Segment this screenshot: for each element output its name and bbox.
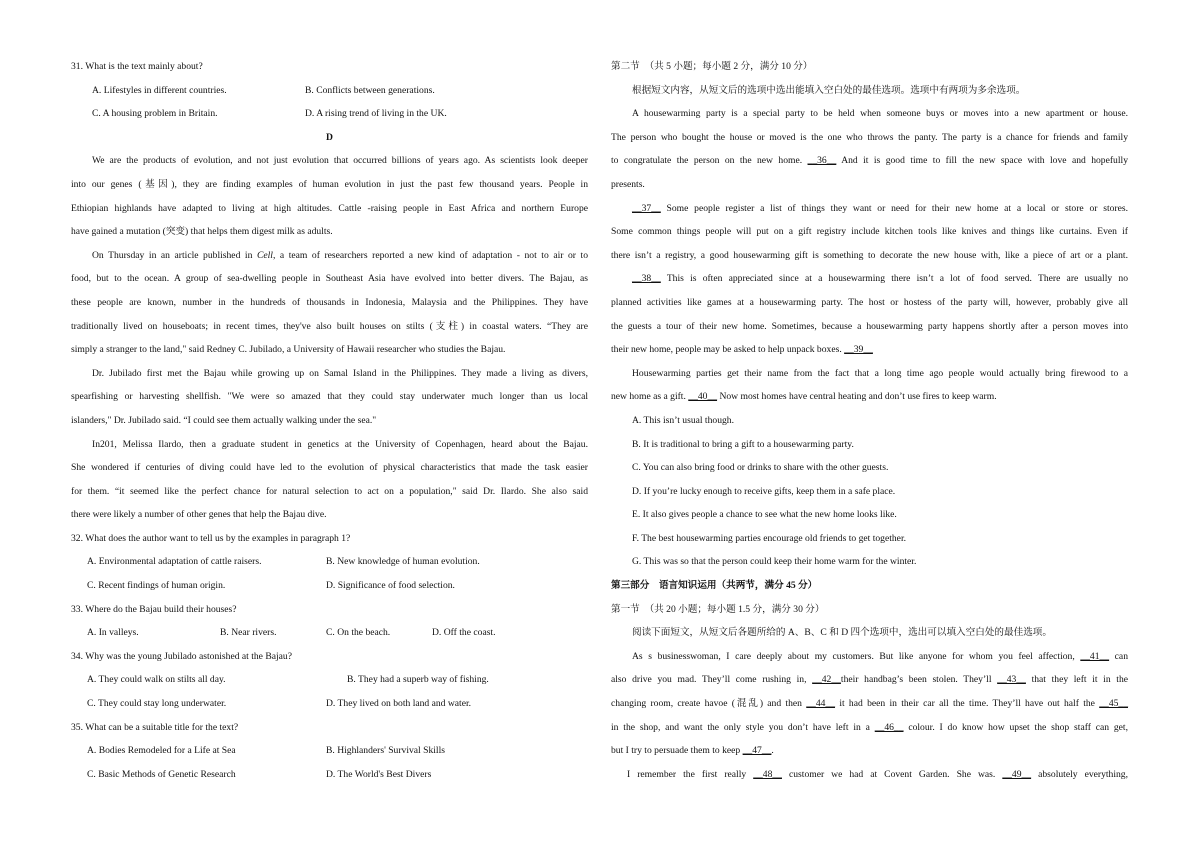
q31-option-c: C. A housing problem in Britain. bbox=[92, 108, 218, 120]
passage-d-p4-line: for them. “it seemed like the perfect chance for natural selection to act on a population," said Dr. Ilardo. She also said bbox=[71, 485, 588, 497]
question-31-options-row2 bbox=[71, 107, 588, 131]
text: And it is good time to fill the new space with love and hopefully bbox=[836, 155, 1128, 167]
text: As s businesswoman, I care deeply about my customers. But like anyone for whom you feel affection, bbox=[632, 650, 1081, 662]
question-32-options-row2 bbox=[71, 579, 588, 603]
blank-48[interactable]: __48__ bbox=[753, 768, 782, 780]
housewarming-p3-line bbox=[611, 272, 1128, 296]
section1-instructions: 阅读下面短文，从短文后各题所给的 A、B、C 和 D 四个选项中，选出可以填入空白处的最佳选项。 bbox=[632, 627, 1052, 639]
question-35-stem: 35. What can be a suitable title for the text? bbox=[71, 721, 239, 733]
blank-46[interactable]: __46__ bbox=[874, 721, 904, 733]
q31-option-a: A. Lifestyles in different countries. bbox=[92, 84, 227, 96]
passage-d-p3-line: spearfishing or harvesting shellfish. "We were so amazed that they could stay underwater much longer than us local bbox=[71, 391, 588, 403]
question-33-options bbox=[71, 626, 588, 650]
passage-d-p3-line: islanders," Dr. Jubilado said. “I could see them actually walking under the sea." bbox=[71, 414, 377, 426]
text: new home as a gift. bbox=[611, 391, 689, 403]
q32-option-c: C. Recent findings of human origin. bbox=[87, 580, 226, 592]
blank-47[interactable]: __47__ bbox=[742, 745, 772, 757]
text: in the shop, and want the only style you don’t have left in a bbox=[611, 721, 875, 733]
left-column bbox=[71, 60, 588, 791]
passage-d-p2-line: these people are known, number in the hundreds of thousands in Indonesia, Malaysia and the Philippines. They have bbox=[71, 296, 588, 308]
text: changing room, create havoe (混乱) and then bbox=[611, 698, 807, 710]
p2-text-a: On Thursday in an article published in bbox=[92, 249, 257, 261]
housewarming-p2-line: there isn’t a registry, a good housewarming gift is something to decorate the new house with, like a piece of art or a plant. bbox=[611, 249, 1128, 261]
q35-option-c: C. Basic Methods of Genetic Research bbox=[87, 768, 236, 780]
q35-option-b: B. Highlanders' Survival Skills bbox=[326, 745, 445, 757]
q31-option-d: D. A rising trend of living in the UK. bbox=[305, 108, 447, 120]
question-31-options-row1 bbox=[71, 84, 588, 108]
answer-option-a: A. This isn’t usual though. bbox=[632, 414, 734, 426]
q35-option-d: D. The World's Best Divers bbox=[326, 768, 432, 780]
blank-43[interactable]: __43__ bbox=[997, 674, 1026, 686]
q35-option-a: A. Bodies Remodeled for a Life at Sea bbox=[87, 745, 236, 757]
housewarming-p3-line: the guests a tour of their new home. Sometimes, because a housewarming party happens shortly after a person moves into bbox=[611, 320, 1128, 332]
q33-option-a: A. In valleys. bbox=[87, 627, 139, 639]
text: absolutely everything, bbox=[1031, 768, 1128, 780]
blank-36[interactable]: __36__ bbox=[807, 155, 837, 167]
q34-option-a: A. They could walk on stilts all day. bbox=[87, 674, 226, 686]
blank-41[interactable]: __41__ bbox=[1080, 650, 1110, 662]
blank-49[interactable]: __49__ bbox=[1002, 768, 1032, 780]
housewarming-p3-line bbox=[611, 343, 1128, 367]
answer-option-b: B. It is traditional to bring a gift to a housewarming party. bbox=[632, 438, 854, 450]
housewarming-p1-line: The person who bought the house or moved is the one who throws the panty. The party is a chance for friends and family bbox=[611, 131, 1128, 143]
blank-42[interactable]: __42__ bbox=[812, 674, 841, 686]
q33-option-c: C. On the beach. bbox=[326, 627, 391, 639]
housewarming-p4-line bbox=[611, 390, 1128, 414]
question-32-options-row1 bbox=[71, 555, 588, 579]
blank-38[interactable]: __38__ bbox=[632, 273, 661, 285]
text: I remember the first really bbox=[627, 768, 754, 780]
text: Now most homes have central heating and don’t use fires to keep warm. bbox=[717, 391, 997, 403]
question-34-stem: 34. Why was the young Jubilado astonished at the Bajau? bbox=[71, 650, 292, 662]
text: to congratulate the person on the new home. bbox=[611, 155, 808, 167]
question-33-stem: 33. Where do the Bajau build their houses? bbox=[71, 603, 237, 615]
text: colour. I do know how upset the shop staff can get, bbox=[903, 721, 1128, 733]
text: can bbox=[1109, 650, 1128, 662]
answer-option-d: D. If you’re lucky enough to receive gifts, keep them in a safe place. bbox=[632, 485, 896, 497]
blank-45[interactable]: __45__ bbox=[1099, 698, 1128, 710]
passage-d-p4-line: there were likely a number of other genes that help the Bajau dive. bbox=[71, 509, 327, 521]
q33-option-b: B. Near rivers. bbox=[220, 627, 277, 639]
passage-d-title: D bbox=[326, 131, 333, 143]
blank-37[interactable]: __37__ bbox=[632, 202, 661, 214]
passage-d-p2-line bbox=[71, 249, 588, 273]
section2-instructions: 根据短文内容，从短文后的选项中选出能填入空白处的最佳选项。选项中有两项为多余选项。 bbox=[632, 84, 1026, 96]
passage-d-p3-line: Dr. Jubilado first met the Bajau while growing up on Samal Island in the Philippines. They made a living as divers, bbox=[92, 367, 588, 379]
question-35-options-row2 bbox=[71, 768, 588, 792]
passage-d-p4-line: In201, Melissa Ilardo, then a graduate student in genetics at the University of Copenhagen, heard about the Bajau. bbox=[92, 438, 588, 450]
text: customer we had at Covent Garden. She was. bbox=[781, 768, 1003, 780]
text: it had been in their car all the time. They’ll have out half the bbox=[835, 698, 1100, 710]
answer-option-f: F. The best housewarming parties encourage old friends to get together. bbox=[632, 532, 907, 544]
cloze-line bbox=[611, 673, 1128, 697]
passage-d-p2-line: food, but to the ocean. A group of sea-dwelling people in Southeast Asia have evolved into better divers. The Bajau, as bbox=[71, 273, 588, 285]
text: also drive you mad. They’ll come rushing in, bbox=[611, 674, 813, 686]
p2-text-b: , a team of researchers reported a new kind of adaptation - not to air or to bbox=[272, 249, 589, 261]
text: but I try to persuade them to keep bbox=[611, 745, 743, 757]
housewarming-p2-line: Some common things people will put on a gift registry include kitchen tools like knives and things like curtains. Even if bbox=[611, 226, 1128, 238]
passage-d-p1-line: Ethiopian highlands have adapted to living at high altitudes. Cattle -raising people in East Africa and northern Europe bbox=[71, 202, 588, 214]
text: that they left it in the bbox=[1025, 674, 1129, 686]
question-32-stem: 32. What does the author want to tell us by the examples in paragraph 1? bbox=[71, 532, 351, 544]
text: their new home, people may be asked to help unpack boxes. bbox=[611, 344, 845, 356]
cloze-line bbox=[611, 744, 1128, 768]
answer-option-e: E. It also gives people a chance to see what the new home looks like. bbox=[632, 509, 897, 521]
section2-header: 第二节 （共 5 小题；每小题 2 分，满分 10 分） bbox=[611, 61, 813, 72]
part3-header: 第三部分 语言知识运用（共两节，满分 45 分） bbox=[611, 580, 818, 592]
housewarming-p2-line bbox=[611, 202, 1128, 226]
passage-d-p2-line: simply a stranger to the land," said Redney C. Jubilado, a University of Hawaii researcher who studies the Bajau. bbox=[71, 344, 506, 356]
cloze-line bbox=[611, 768, 1128, 792]
right-column bbox=[611, 60, 1128, 791]
question-34-options-row2 bbox=[71, 697, 588, 721]
cloze-line bbox=[611, 721, 1128, 745]
section1-header: 第一节 （共 20 小题；每小题 1.5 分，满分 30 分） bbox=[611, 603, 825, 615]
q34-option-b: B. They had a superb way of fishing. bbox=[347, 674, 489, 686]
blank-40[interactable]: __40__ bbox=[688, 391, 718, 403]
cloze-line bbox=[611, 650, 1128, 674]
text: This is often appreciated since at a housewarming there isn’t a lot of food served. There are usually no bbox=[660, 273, 1128, 285]
blank-44[interactable]: __44__ bbox=[806, 698, 836, 710]
q31-option-b: B. Conflicts between generations. bbox=[305, 84, 435, 96]
q32-option-b: B. New knowledge of human evolution. bbox=[326, 556, 480, 568]
answer-option-g: G. This was so that the person could keep their home warm for the winter. bbox=[632, 556, 917, 568]
q32-option-a: A. Environmental adaptation of cattle raisers. bbox=[87, 556, 262, 568]
text: their handbag’s been stolen. They’ll bbox=[840, 674, 998, 686]
passage-d-p2-line: traditionally lived on houseboats; in recent times, they've also built houses on stilts (支柱) in coastal waters. “They are bbox=[71, 320, 588, 332]
q32-option-d: D. Significance of food selection. bbox=[326, 580, 455, 592]
text: . bbox=[771, 745, 774, 757]
q33-option-d: D. Off the coast. bbox=[432, 627, 496, 639]
cloze-line bbox=[611, 697, 1128, 721]
passage-d-p1-line: We are the products of evolution, and not just evolution that occurred billions of years ago. As scientists look deeper bbox=[92, 155, 588, 167]
housewarming-p4-line: Housewarming parties get their name from the fact that a long time ago people would actually bring firewood to a bbox=[632, 367, 1128, 379]
passage-d-p1-line: have gained a mutation (突变) that helps them digest milk as adults. bbox=[71, 226, 333, 238]
question-31-stem: 31. What is the text mainly about? bbox=[71, 61, 203, 72]
q34-option-c: C. They could stay long underwater. bbox=[87, 698, 227, 710]
housewarming-p1-line: A housewarming party is a special party to be held when someone buys or moves into a new apartment or house. bbox=[632, 108, 1128, 120]
q34-option-d: D. They lived on both land and water. bbox=[326, 698, 472, 710]
blank-39[interactable]: __39__ bbox=[844, 344, 873, 356]
answer-option-c: C. You can also bring food or drinks to share with the other guests. bbox=[632, 462, 889, 474]
passage-d-p4-line: She wondered if centuries of diving could have led to the evolution of physical characteristics that made the task easier bbox=[71, 462, 588, 474]
question-34-options-row1 bbox=[71, 673, 588, 697]
housewarming-p1-line: presents. bbox=[611, 178, 645, 190]
housewarming-p1-line bbox=[611, 154, 1128, 178]
housewarming-p3-line: planned activities like games at a housewarming party. The host or hostess of the party will, however, probably give all bbox=[611, 296, 1128, 308]
text: Some people register a list of things they want or need for their new home at a local or store or stores. bbox=[660, 202, 1128, 214]
passage-d-p1-line: into our genes (基因), they are finding examples of human evolution in just the past few thousand years. People in bbox=[71, 178, 588, 190]
question-35-options-row1 bbox=[71, 744, 588, 768]
journal-name-cell: Cell bbox=[256, 249, 273, 261]
